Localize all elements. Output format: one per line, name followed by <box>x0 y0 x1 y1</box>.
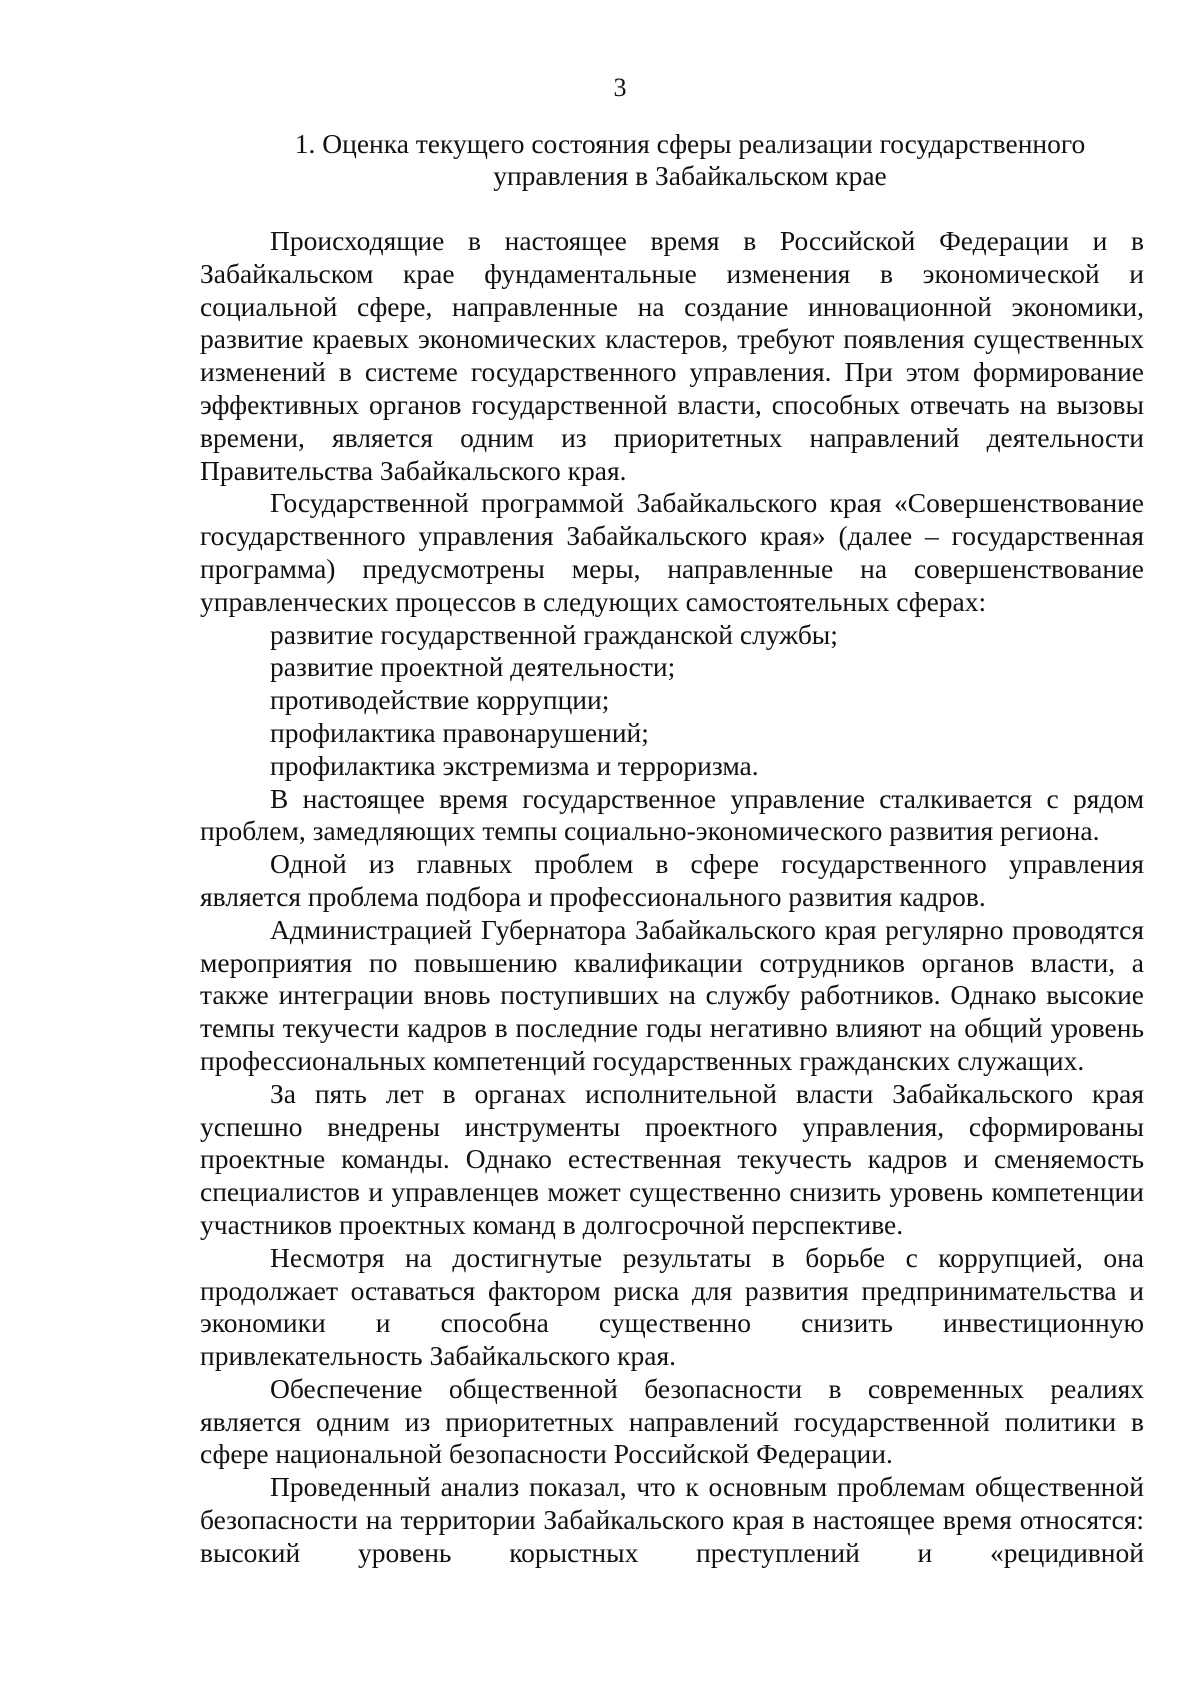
section-heading <box>270 128 1110 192</box>
list-item: развитие проектной деятельности; <box>270 651 676 683</box>
list-item: профилактика правонарушений; <box>270 716 649 748</box>
section-heading-line: управления в Забайкальском крае <box>493 160 887 191</box>
page-number: 3 <box>613 73 627 102</box>
paragraph: Несмотря на достигнутые результаты в борьбе с коррупцией, она продолжает оставаться фактором риска для развития предпринимательства и экономики и способна существенно снизить инвестиционную привлекательность Забайкальского края. <box>200 1241 1144 1372</box>
paragraph: За пять лет в органах исполнительной власти Забайкальского края успешно внедрены инструменты проектного управления, сформированы проектные команды. Однако естественная текучесть кадров и сменяемость специалистов и управленцев может существенно снизить уровень компетенции участников проектных команд в долгосрочной перспективе. <box>200 1077 1144 1240</box>
paragraph: Проведенный анализ показал, что к основным проблемам общественной безопасности на территории Забайкальского края в настоящее время относятся: высокий уровень корыстных преступлений и «рецидивной <box>200 1471 1144 1568</box>
paragraph: Обеспечение общественной безопасности в современных реалиях является одним из приоритетных направлений государственной политики в сфере национальной безопасности Российской Федерации. <box>200 1372 1144 1470</box>
paragraph: Одной из главных проблем в сфере государственного управления является проблема подбора и профессионального развития кадров. <box>200 848 1144 912</box>
paragraph: Государственной программой Забайкальского края «Совершенствование государственного управления Забайкальского края» (далее – государственная программа) предусмотрены меры, направленные на совершенствование управленческих процессов в следующих самостоятельных сферах: <box>200 487 1144 617</box>
list-item: профилактика экстремизма и терроризма. <box>270 749 759 781</box>
body-text <box>200 225 1144 1570</box>
section-heading-line: 1. Оценка текущего состояния сферы реализации государственного <box>294 128 1086 159</box>
paragraph: Происходящие в настоящее время в Российской Федерации и в Забайкальском крае фундаментальные изменения в экономической и социальной сфере, направленные на создание инновационной экономики, развитие краевых экономических кластеров, требуют появления существенных изменений в системе государственного управления. При этом формирование эффективных органов государственной власти, способных отвечать на вызовы времени, является одним из приоритетных направлений деятельности Правительства Забайкальского края. <box>200 225 1144 486</box>
list-item: развитие государственной гражданской службы; <box>270 618 838 650</box>
list-item: противодействие коррупции; <box>270 684 610 716</box>
paragraph: Администрацией Губернатора Забайкальского края регулярно проводятся мероприятия по повышению квалификации сотрудников органов власти, а также интеграции вновь поступивших на службу работников. Однако высокие темпы текучести кадров в последние годы негативно влияют на общий уровень профессиональных компетенций государственных гражданских служащих. <box>200 913 1144 1076</box>
paragraph: В настоящее время государственное управление сталкивается с рядом проблем, замедляющих темпы социально-экономического развития региона. <box>200 782 1144 847</box>
